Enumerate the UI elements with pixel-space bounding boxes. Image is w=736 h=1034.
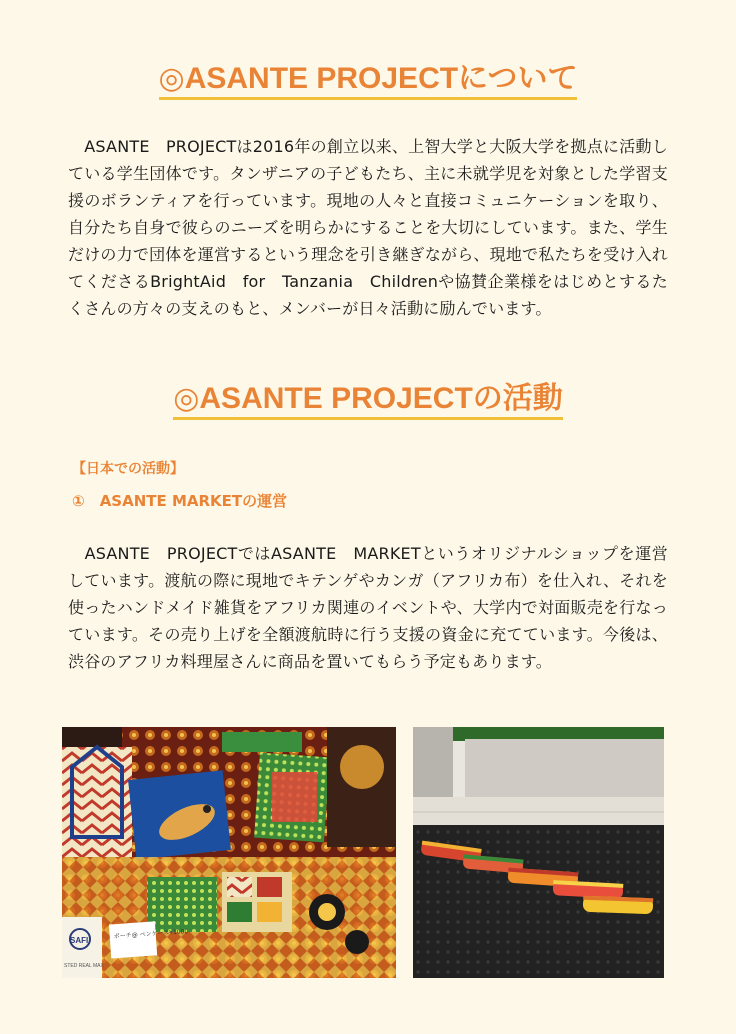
safi-sign-text: SAFI [70, 936, 89, 945]
section-heading-about-text: ◎ASANTE PROJECTについて [159, 62, 578, 100]
photo-pencases [413, 727, 664, 978]
about-paragraph: ASANTE PROJECTは2016年の創立以来、上智大学と大阪大学を拠点に活動している学生団体です。タンザニアの子どもたち、主に未就学児を対象とした学習支援のボランティアを行っています。現地の人々と直接コミュニケーションを取り、自分たち自身で彼らのニーズを明らかにすることを大切にしています。また、学生だけの力で団体を運営するという理念を引き継ぎながら、現地で私たちを受け入れてくださるBrightAid for Tanzania Childrenや協賛企業様をはじめとするたくさんの方々の支えのもと、メンバーが日々活動に励んでいます。 [68, 137, 668, 318]
photo-market-display [62, 727, 396, 978]
price-tag-text: ポーチ@ ペンケース¥1000 [113, 928, 189, 941]
section-heading-about [0, 62, 736, 100]
section-heading-activities [0, 382, 736, 420]
japan-activities-subheading: 【日本での活動】 [72, 461, 184, 477]
market-paragraph: ASANTE PROJECTではASANTE MARKETというオリジナルショップを運営しています。渡航の際に現地でキテンゲやカンガ（アフリカ布）を仕入れ、それを使ったハンドメイド雑貨をアフリカ関連のイベントや、大学内で対面販売を行なっています。その売り上げを全額渡航時に行う支援の資金に充てています。今後は、渋谷のアフリカ料理屋さんに商品を置いてもらう予定もあります。 [68, 544, 668, 671]
asante-market-item-title: ① ASANTE MARKETの運営 [72, 492, 288, 510]
safi-sign-subtext: STED REAL MAX [64, 963, 104, 969]
section-heading-activities-text: ◎ASANTE PROJECTの活動 [173, 382, 563, 420]
